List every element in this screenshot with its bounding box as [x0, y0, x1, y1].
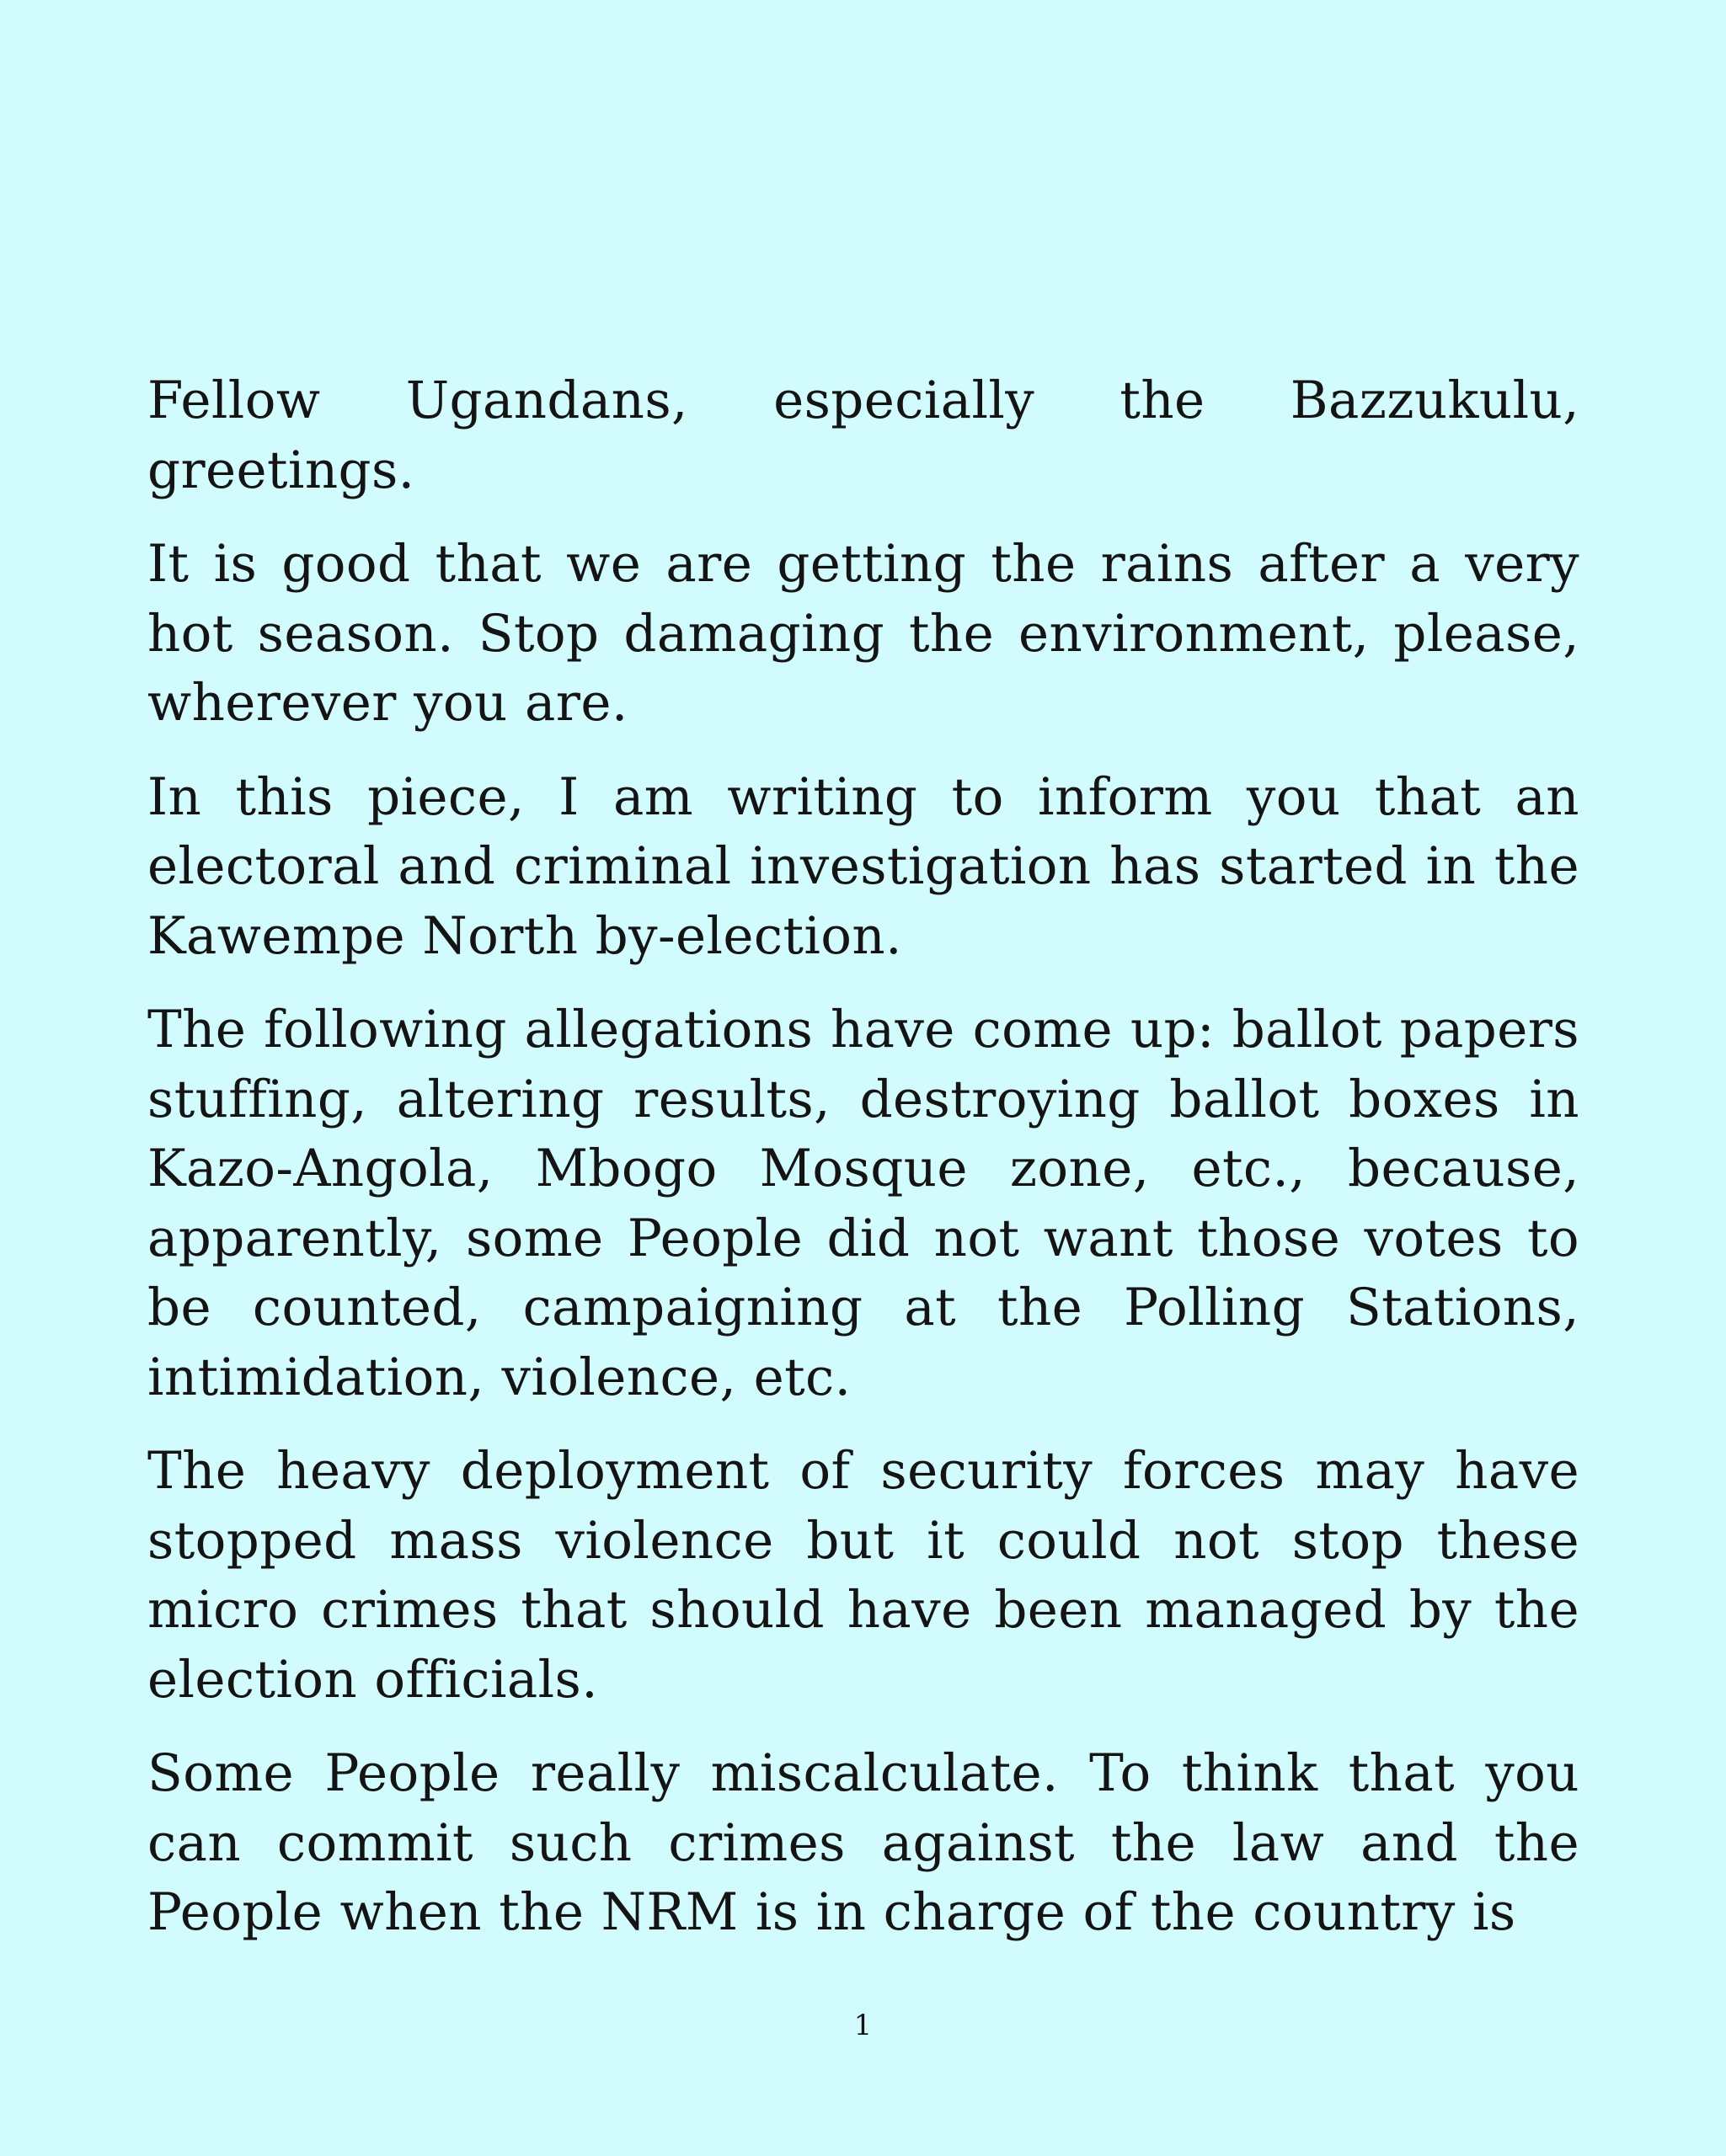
page-number: 1	[853, 2009, 873, 2042]
paragraph-miscalculate: Some People really miscalculate. To think that you can commit such crimes against the law and the People when the NRM is in charge of the country is	[147, 1743, 1579, 1942]
paragraph-allegations: The following allegations have come up: ballot papers stuffing, altering results, destroying ballot boxes in Kazo-Angola, Mbogo Mosque zone, etc., because, apparently, some People did not want those votes to be counted, campaigning at the Polling Stations, intimidation, violence, etc.	[147, 1000, 1579, 1407]
paragraph-rains: It is good that we are getting the rains after a very hot season. Stop damaging the environment, please, wherever you are.	[147, 534, 1579, 733]
paragraph-greeting: Fellow Ugandans, especially the Bazzukulu, greetings.	[147, 371, 1579, 500]
paragraph-security-forces: The heavy deployment of security forces may have stopped mass violence but it could not stop these micro crimes that should have been managed by the election officials.	[147, 1441, 1579, 1710]
paragraph-investigation: In this piece, I am writing to inform you that an electoral and criminal investigation has started in the Kawempe North by-election.	[147, 766, 1579, 966]
letter-body	[147, 366, 1579, 1972]
